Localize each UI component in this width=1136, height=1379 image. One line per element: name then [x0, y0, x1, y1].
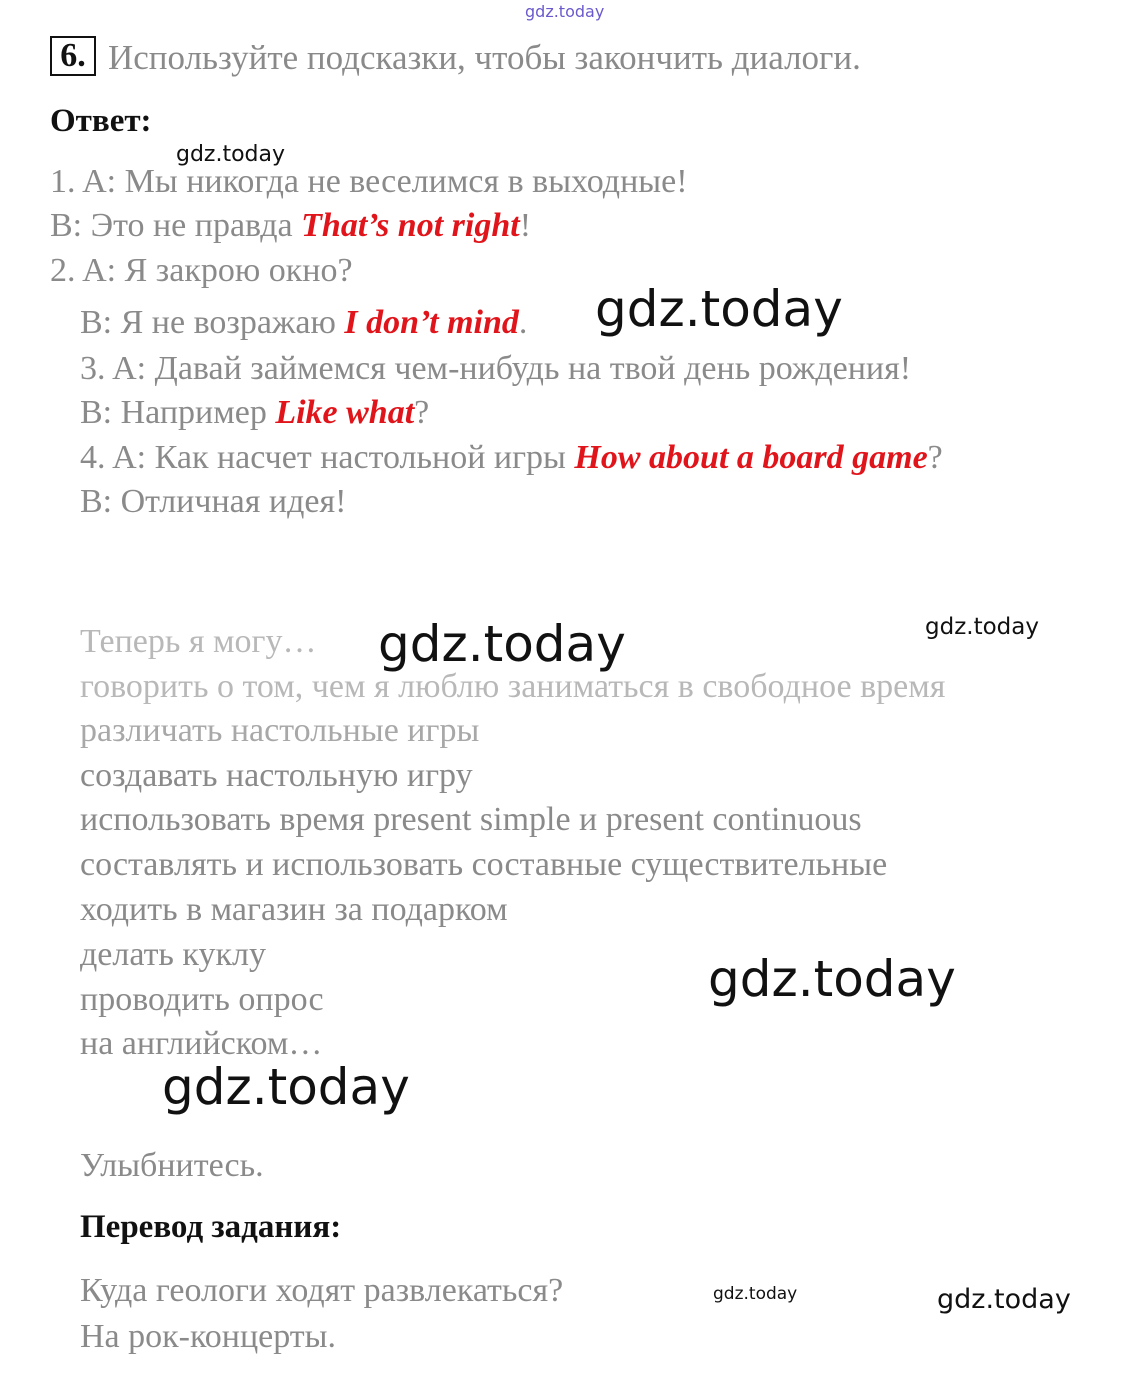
translation-heading: Перевод задания:	[80, 1209, 342, 1245]
dialogue-tail: ?	[927, 439, 943, 476]
watermark: gdz.today	[378, 615, 626, 673]
dialogue-text: B: Я не возражаю	[80, 304, 345, 341]
smile-heading: Улыбнитесь.	[80, 1147, 264, 1184]
answer-heading: Ответ:	[50, 103, 152, 139]
dialogue-text: B: Это не правда	[50, 207, 302, 244]
dialogue-line-5	[80, 349, 911, 389]
now-i-can-item: проводить опрос	[80, 981, 324, 1018]
task-number-box	[50, 36, 96, 76]
dialogue-text: 1. A: Мы никогда не веселимся в выходные!	[50, 163, 688, 200]
translation-line: На рок-концерты.	[80, 1318, 337, 1355]
dialogue-answer: I don’t mind	[344, 304, 519, 341]
translation-line: Куда геологи ходят развлекаться?	[80, 1272, 564, 1309]
watermark: gdz.today	[925, 614, 1039, 640]
dialogue-line-3	[50, 251, 353, 291]
watermark: gdz.today	[937, 1284, 1071, 1315]
task-instruction: Используйте подсказки, чтобы закончить диалоги.	[108, 38, 861, 77]
now-i-can-item: на английском…	[80, 1025, 323, 1062]
dialogue-text: B: Например	[80, 394, 276, 431]
dialogue-answer: That’s not right	[301, 207, 520, 244]
watermark: gdz.today	[708, 950, 956, 1008]
dialogue-answer: How about a board game	[574, 439, 928, 476]
now-i-can-item: создавать настольную игру	[80, 757, 473, 794]
watermark: gdz.today	[162, 1058, 410, 1116]
dialogue-text: 3. A: Давай займемся чем-нибудь на твой день рождения!	[80, 350, 912, 387]
dialogue-line-4	[80, 303, 527, 343]
watermark: gdz.today	[595, 280, 843, 338]
watermark: gdz.today	[176, 142, 286, 167]
dialogue-tail: !	[519, 207, 532, 244]
dialogue-line-2	[50, 206, 531, 246]
watermark-top: gdz.today	[525, 2, 605, 21]
now-i-can-item: говорить о том, чем я люблю заниматься в свободное время	[80, 668, 946, 705]
now-i-can-item: делать куклу	[80, 936, 266, 973]
dialogue-line-8	[80, 482, 346, 522]
now-i-can-item: использовать время present simple и present continuous	[80, 801, 862, 838]
now-i-can-item: ходить в магазин за подарком	[80, 891, 508, 928]
now-i-can-title: Теперь я могу…	[80, 623, 317, 660]
dialogue-tail: ?	[414, 394, 430, 431]
now-i-can-item: различать настольные игры	[80, 712, 480, 749]
task-number: 6.	[60, 37, 86, 74]
dialogue-line-7	[80, 438, 943, 478]
watermark: gdz.today	[713, 1284, 798, 1304]
dialogue-answer: Like what	[275, 394, 415, 431]
now-i-can-item: составлять и использовать составные существительные	[80, 846, 888, 883]
dialogue-text: 2. A: Я закрою окно?	[50, 252, 353, 289]
dialogue-line-6	[80, 393, 429, 433]
dialogue-text: B: Отличная идея!	[80, 483, 347, 520]
dialogue-line-1	[50, 162, 688, 202]
dialogue-text: 4. A: Как насчет настольной игры	[80, 439, 575, 476]
dialogue-tail: .	[518, 304, 528, 341]
